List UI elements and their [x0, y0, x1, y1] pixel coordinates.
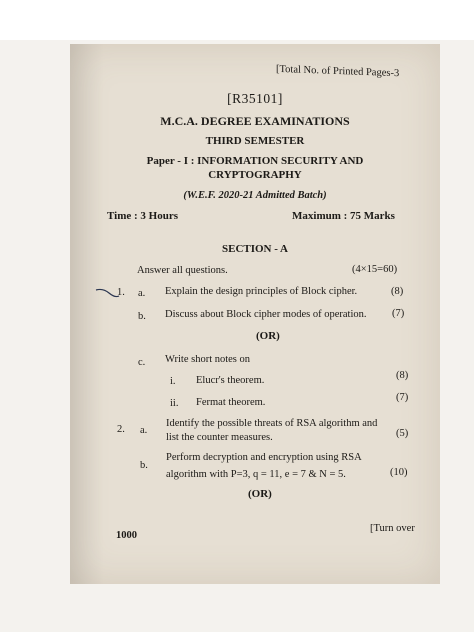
section-marks: (4×15=60) — [352, 264, 398, 275]
section-title: SECTION - A — [221, 243, 289, 255]
q2-number: 2. — [117, 424, 125, 435]
q1b-label: b. — [138, 311, 146, 322]
exam-title: M.C.A. DEGREE EXAMINATIONS — [160, 114, 350, 128]
q1b-marks: (7) — [392, 308, 405, 319]
q2b-label: b. — [140, 460, 148, 471]
paper-title-line2: CRYPTOGRAPHY — [208, 169, 302, 181]
q2a-line1: Identify the possible threats of RSA algorithm and — [166, 418, 378, 429]
q2b-line1: Perform decryption and encryption using RSA — [166, 452, 362, 463]
q1ci-marks: (8) — [396, 370, 409, 381]
q1cii-text: Fermat theorem. — [196, 397, 266, 408]
q1cii-label: ii. — [170, 398, 179, 409]
q1-number: 1. — [117, 287, 125, 298]
q1a-text: Explain the design principles of Block cipher. — [165, 286, 358, 297]
section-instruction: Answer all questions. — [137, 265, 228, 276]
q1ci-text: Elucr's theorem. — [196, 375, 265, 386]
q1cii-marks: (7) — [396, 392, 409, 403]
q1-or-divider: (OR) — [256, 330, 280, 342]
q2a-label: a. — [140, 425, 148, 436]
q2-or-divider: (OR) — [248, 488, 272, 500]
time-label: Time : 3 Hours — [107, 210, 178, 222]
batch-note: (W.E.F. 2020-21 Admitted Batch) — [183, 190, 327, 201]
paper-code: [R35101] — [227, 91, 283, 106]
q2b-line2: algorithm with P=3, q = 11, e = 7 & N = 5. — [166, 469, 346, 480]
footer-code: 1000 — [116, 530, 137, 541]
q1c-label: c. — [138, 357, 146, 368]
q1a-label: a. — [138, 288, 146, 299]
q1a-marks: (8) — [391, 286, 404, 297]
semester-title: THIRD SEMESTER — [205, 135, 305, 147]
total-pages-note: [Total No. of Printed Pages-3 — [276, 63, 400, 80]
turn-over-note: [Turn over — [370, 523, 415, 534]
paper-title-line1: Paper - I : INFORMATION SECURITY AND — [146, 155, 364, 167]
q2b-marks: (10) — [390, 467, 408, 478]
q2a-line2: list the counter measures. — [166, 432, 273, 443]
q2a-marks: (5) — [396, 428, 409, 439]
q1b-text: Discuss about Block cipher modes of operation. — [165, 309, 367, 320]
q1c-text: Write short notes on — [165, 354, 251, 365]
q1ci-label: i. — [170, 376, 176, 387]
max-marks-label: Maximum : 75 Marks — [292, 210, 395, 222]
